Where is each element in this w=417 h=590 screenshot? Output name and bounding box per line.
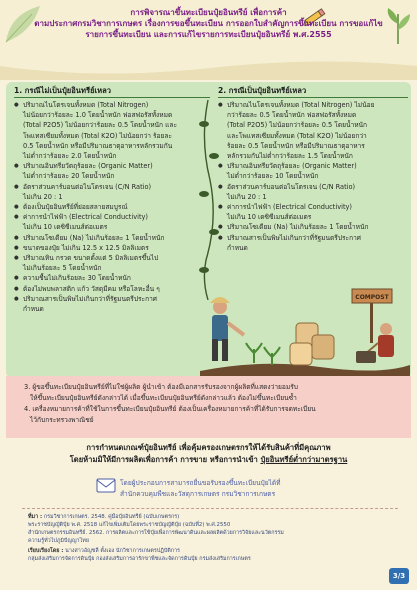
- criteria-item-line: ไม่ต่ำกว่าร้อยละ 10 โดยน้ำหนัก: [227, 172, 319, 181]
- criteria-item-line: ● ต้องเป็นปุ๋ยอินทรีย์ที่ย่อยสลายสมบูรณ์: [23, 203, 128, 212]
- criteria-item-line: ● อัตราส่วนคาร์บอนต่อไนโตรเจน (C/N Ratio): [23, 182, 152, 191]
- criteria-item-line: ไม่เกิน 10 เดซิซีเมนส์ต่อเมตร: [23, 223, 108, 232]
- criteria-item-line: ไม่เกิน 10 เดซิซีเมนส์ต่อเมตร: [227, 213, 312, 222]
- vine-illustration: [196, 100, 220, 300]
- condition-4-line-2: ไว้กับกระทรวงพาณิชย์: [30, 416, 94, 424]
- criteria-item: [218, 222, 408, 232]
- criteria-item-line: ● ปริมาณสารเป็นพิษไม่เกินกว่าที่รัฐมนตรีประกาศ: [23, 294, 157, 303]
- non-liquid-criteria-list: [14, 100, 210, 314]
- criteria-item: [14, 284, 210, 294]
- criteria-item-line: ● ขนาดของปุ๋ย ไม่เกิน 12.5 x 12.5 มิลลิเมตร: [23, 243, 149, 252]
- criteria-item: [14, 182, 210, 202]
- criteria-item-line: ● ความชื้นไม่เกินร้อยละ 30 โดยน้ำหนัก: [23, 274, 131, 283]
- criteria-item-line: ● ปริมาณไนโตรเจนทั้งหมด (Total Nitrogen): [23, 101, 149, 109]
- criteria-item: [14, 294, 210, 314]
- criteria-item: [218, 182, 408, 202]
- criteria-item: [218, 233, 408, 253]
- author-label: เรียบเรียงโดย :: [28, 548, 64, 554]
- source-label: ที่มา :: [28, 514, 43, 520]
- criteria-item: [218, 100, 408, 161]
- criteria-item-line: ● อัตราส่วนคาร์บอนต่อไนโตรเจน (C/N Ratio): [227, 182, 356, 191]
- criteria-item-line: ● ค่าการนำไฟฟ้า (Electrical Conductivity): [23, 213, 149, 222]
- criteria-item-line: และโพแทสเซียมทั้งหมด (Total K2O) ไม่น้อยกว่า: [227, 131, 367, 140]
- condition-4-line-1: 4. เครื่องหมายการค้าที่ใช้ในการขึ้นทะเบียนปุ๋ยอินทรีย์ ต้องเป็นเครื่องหมายการค้าที่ได้รับการจดทะเบียน: [24, 405, 316, 413]
- source-line-2: พระราชบัญญัติปุ๋ย พ.ศ. 2518 แก้ไขเพิ่มเติมโดยพระราชบัญญัติปุ๋ย (ฉบับที่2) พ.ศ.2550: [28, 522, 231, 528]
- criteria-item-line: กำหนด: [23, 305, 44, 314]
- heading-divider: [218, 97, 408, 98]
- criteria-item-line: ไม่เกิน 20 : 1: [23, 192, 63, 201]
- header-wave: [0, 58, 417, 80]
- criteria-item-line: ● ปริมาณอินทรียวัตถุร้อยละ (Organic Matter): [23, 162, 153, 171]
- liquid-criteria-list: [218, 100, 408, 253]
- criteria-item: [14, 243, 210, 253]
- criteria-item: [14, 161, 210, 181]
- criteria-item-line: ไม่ต่ำกว่าร้อยละ 2.0 โดยน้ำหนัก: [23, 152, 117, 161]
- criteria-item-line: ● ปริมาณโซเดียม (Na) ไม่เกินร้อยละ 1 โดยน้ำหนัก: [227, 223, 369, 232]
- envelope-icon: [96, 476, 116, 494]
- criteria-item-line: 0.5 โดยน้ำหนัก หรือมีปริมาณธาตุอาหารหลักรวมกัน: [23, 141, 173, 150]
- criteria-item-line: ● ค่าการนำไฟฟ้า (Electrical Conductivity): [227, 203, 353, 212]
- author-line-2: กลุ่มส่งเสริมการจัดการดินปุ๋ย กองส่งเสริมการอารักขาพืชและจัดการดินปุ๋ย กรมส่งเสริมการเกษตร: [28, 556, 251, 562]
- criteria-item: [14, 100, 210, 161]
- source-line-3: สำนักเกษตรกรรมอินทรีย์. 2562. การผลิตและการใช้ปุ๋ยเพื่อการพัฒนาดินและผลผลิตด้วยการวิจัยและนวัตกรรม: [28, 530, 284, 536]
- criteria-item: [14, 212, 210, 232]
- criteria-item-line: ● ต้องไม่พบพลาสติก แก้ว วัสดุมีคม หรือโลหะอื่น ๆ: [23, 284, 160, 293]
- page-number-badge: 3/3: [389, 568, 409, 584]
- author-line-1: [28, 547, 180, 555]
- standard-note-line-2: [0, 454, 417, 465]
- source-1: กรมวิชาการเกษตร. 2548. คู่มือปุ๋ยอินทรีย์ (ฉบับเกษตรกร): [42, 514, 180, 520]
- criteria-item: [14, 202, 210, 212]
- liquid-column: [218, 86, 408, 253]
- criteria-item-line: ไม่น้อยกว่าร้อยละ 1.0 โดยน้ำหนัก ฟอสฟอรัสทั้งหมด: [23, 111, 173, 120]
- criteria-item-line: กว่าร้อยละ 0.5 โดยน้ำหนัก ฟอสฟอรัสทั้งหมด: [227, 111, 357, 120]
- source-line-1: [28, 513, 179, 521]
- non-liquid-heading: 1. กรณีไม่เป็นปุ๋ยอินทรีย์เหลว: [14, 86, 112, 95]
- criteria-item-line: (Total P2O5) ไม่น้อยกว่าร้อยละ 0.5 โดยน้ำหนัก: [227, 121, 368, 130]
- criteria-item: [218, 202, 408, 222]
- liquid-heading: 2. กรณีเป็นปุ๋ยอินทรีย์เหลว: [218, 86, 307, 95]
- header-subtitle-1: ตามประกาศกรมวิชาการเกษตร เรื่องการขอขึ้นทะเบียน การออกใบสำคัญการขึ้นทะเบียน การขอแก้ไข: [34, 19, 383, 28]
- registration-info-line-1: โดยผู้ประกอบการสามารถยื่นขอรับรองขึ้นทะเบียนปุ๋ยได้ที่: [120, 479, 281, 487]
- standard-note-line-1: การกำหนดเกณฑ์ปุ๋ยอินทรีย์ เพื่อคุ้มครองเกษตรกรให้ได้รับสินค้าที่มีคุณภาพ: [86, 443, 331, 452]
- criteria-item-line: ● ปริมาณโซเดียม (Na) ไม่เกินร้อยละ 1 โดยน้ำหนัก: [23, 233, 165, 242]
- criteria-item-line: ● ปริมาณสารเป็นพิษไม่เกินกว่าที่รัฐมนตรีประกาศ: [227, 233, 361, 242]
- heading-divider: [14, 97, 210, 98]
- header-title: การพิจารณาขึ้นทะเบียนปุ๋ยอินทรีย์ เพื่อการค้า: [130, 8, 287, 17]
- criteria-item-line: ● ปริมาณอินทรียวัตถุร้อยละ (Organic Matter): [227, 162, 357, 171]
- criteria-item-line: หลักรวมกันไม่ต่ำกว่าร้อยละ 1.5 โดยน้ำหนัก: [227, 152, 353, 161]
- condition-3-line-1: 3. ผู้ขอขึ้นทะเบียนปุ๋ยอินทรีย์ที่ไม่ใช่ผู้ผลิต ผู้นำเข้า ต้องมีเอกสารรับรองจากผู้ผลิตที่แสดงว่ายอมรับ: [24, 383, 298, 391]
- criteria-item: [14, 273, 210, 283]
- criteria-item: [14, 233, 210, 243]
- standard-note-text: โดยห้ามมิให้มีการผลิตเพื่อการค้า การขาย หรือการนำเข้า: [69, 455, 261, 464]
- non-liquid-column: [14, 86, 210, 314]
- registration-info-line-2: สำนักควบคุมพืชและวัสดุการเกษตร กรมวิชาการเกษตร: [120, 490, 276, 498]
- author-name: นางสาวอัญชลี ตั้งเอง นักวิชาการเกษตรปฏิบัติการ: [63, 548, 180, 554]
- criteria-item-line: ● ปริมาณไนโตรเจนทั้งหมด (Total Nitrogen) ไม่น้อย: [227, 101, 375, 109]
- criteria-item: [14, 253, 210, 273]
- criteria-item-line: ● ปริมาณหิน กรวด ขนาดตั้งแต่ 5 มิลลิเมตรขึ้นไป: [23, 254, 159, 263]
- standard-note-emphasis: ปุ๋ยอินทรีย์ต่ำกว่ามาตรฐาน: [260, 455, 348, 464]
- separator: [22, 508, 398, 509]
- compost-sign-text: COMPOST: [355, 294, 389, 301]
- criteria-item: [218, 161, 408, 181]
- criteria-item-line: ไม่ต่ำกว่าร้อยละ 20 โดยน้ำหนัก: [23, 172, 115, 181]
- source-line-4: ความรู้ทั่วไปภูมิปัญญาไทย: [28, 538, 89, 544]
- criteria-item-line: (Total P2O5) ไม่น้อยกว่าร้อยละ 0.5 โดยน้ำหนัก และ: [23, 121, 177, 130]
- criteria-item-line: ไม่เกิน 20 : 1: [227, 192, 267, 201]
- header-subtitle-2: รายการขึ้นทะเบียน และการแก้ไขรายการทะเบียนปุ๋ยอินทรีย์ พ.ศ.2555: [85, 30, 332, 39]
- criteria-item-line: โพแทสเซียมทั้งหมด (Total K2O) ไม่น้อยกว่า ร้อยละ: [23, 131, 172, 140]
- condition-3-line-2: ให้ขึ้นทะเบียนปุ๋ยอินทรีย์ดังกล่าวได้ เมื่อขึ้นทะเบียนปุ๋ยอินทรีย์ดังกล่าวแล้ว ต้องไม่ขึ้นทะเบียนซ้ำ: [30, 394, 297, 402]
- farmer-compost-illustration: [200, 283, 410, 379]
- criteria-item-line: ร้อยละ 0.5 โดยน้ำหนัก หรือมีปริมาณธาตุอาหาร: [227, 141, 365, 150]
- criteria-item-line: กำหนด: [227, 243, 248, 252]
- criteria-item-line: ไม่เกินร้อยละ 5 โดยน้ำหนัก: [23, 264, 102, 273]
